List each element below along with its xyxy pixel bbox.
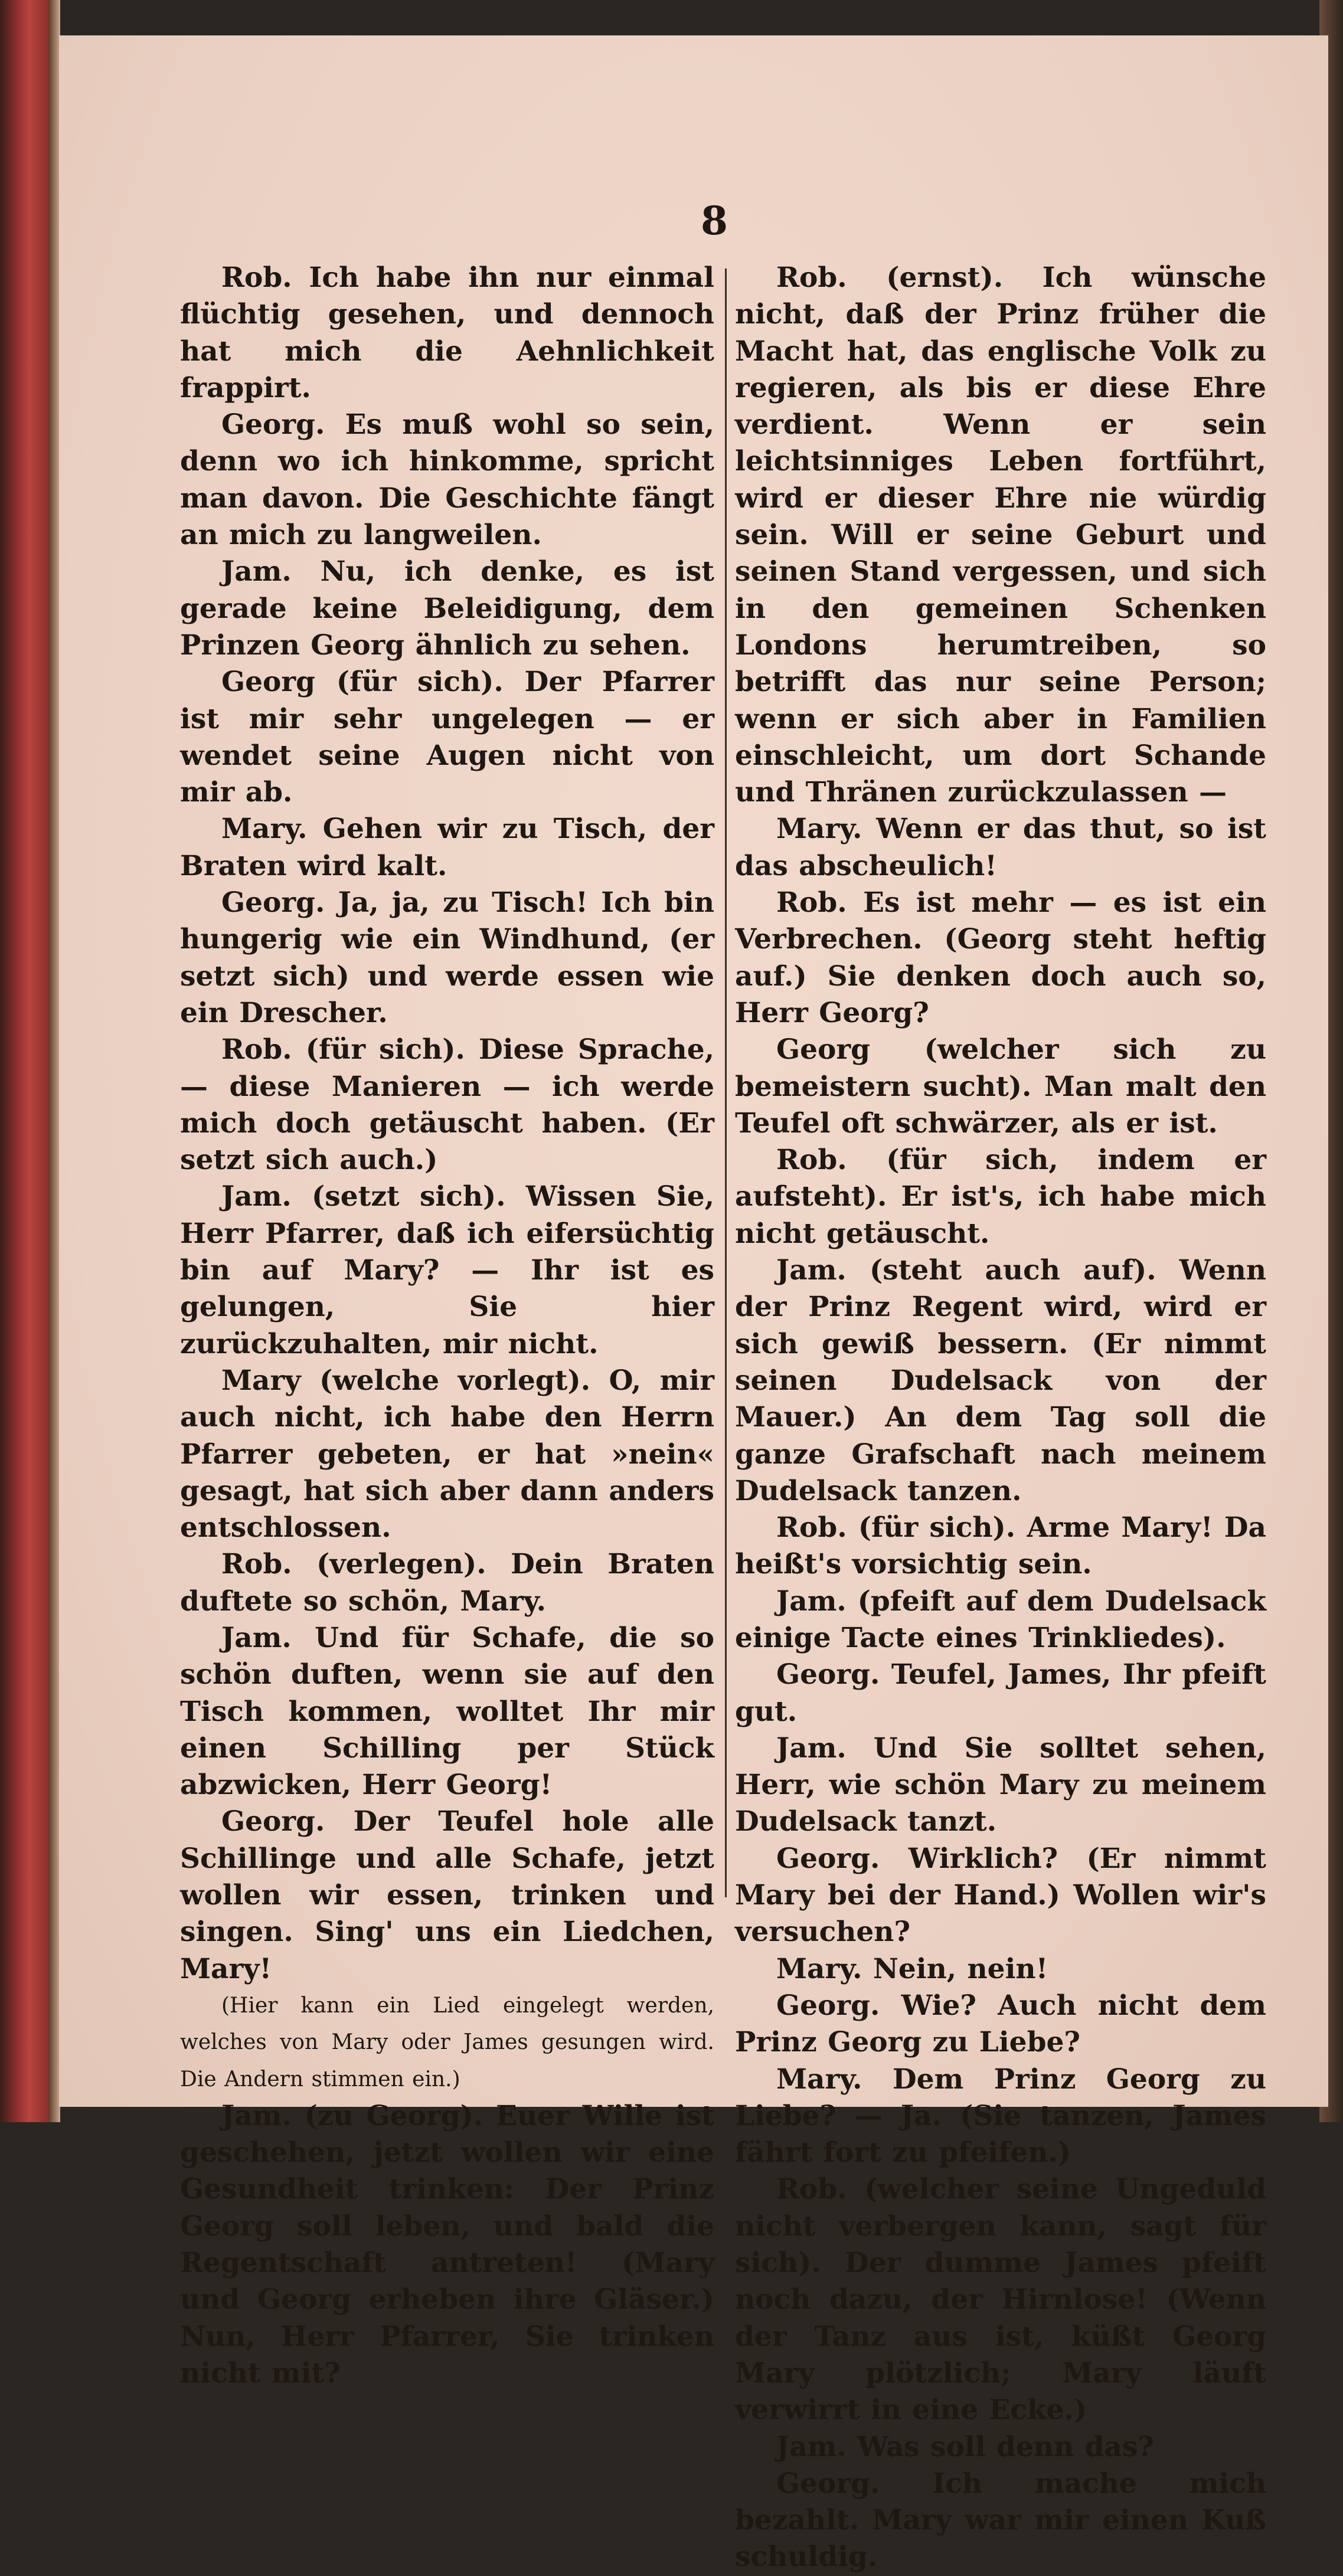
paragraph: Rob. (verlegen). Dein Braten duftete so schön, Mary. [180, 1548, 714, 1618]
paragraph: Jam. Nu, ich denke, es ist gerade keine Beleidigung, dem Prinzen Georg ähnlich zu sehen. [180, 555, 714, 662]
paragraph: Jam. (zu Georg). Euer Wille ist geschehen, jetzt wollen wir eine Gesundheit trinken: Der Prinz Georg soll leben, und bald die Regentschaft antreten! (Mary und Georg erheben ihre Gläser.) Nun, Herr Pfarrer, Sie trinken nicht mit? [180, 2099, 714, 2390]
paragraph: Georg. Teufel, James, Ihr pfeift gut. [735, 1658, 1266, 1728]
paragraph: Rob. (welcher seine Ungeduld nicht verbergen kann, sagt für sich). Der dumme James pfeift noch dazu, der Hirnlose! (Wenn der Tanz aus ist, küßt Georg Mary plötzlich; Mary läuft verwirrt in eine Ecke.) [735, 2173, 1266, 2427]
paragraph: Rob. (für sich, indem er aufsteht). Er ist's, ich habe mich nicht getäuscht. [735, 1144, 1266, 1250]
paragraph: Mary. Nein, nein! [776, 1952, 1048, 1985]
stage-direction: (Hier kann ein Lied eingelegt werden, welches von Mary oder James gesungen wird. Die Andern stimmen ein.) [180, 1993, 714, 2091]
paragraph: Georg. Es muß wohl so sein, denn wo ich hinkomme, spricht man davon. Die Geschichte fängt an mich zu langweilen. [180, 408, 714, 552]
paragraph: Rob. (für sich). Diese Sprache, — diese Manieren — ich werde mich doch getäuscht haben. (Er setzt sich auch.) [180, 1033, 714, 1177]
paragraph: Jam. Was soll denn das? [776, 2430, 1154, 2463]
paragraph: Mary (welche vorlegt). O, mir auch nicht, ich habe den Herrn Pfarrer gebeten, er hat »nein« gesagt, hat sich aber dann anders entschlossen. [180, 1364, 714, 1544]
paragraph: Rob. Es ist mehr — es ist ein Verbrechen. (Georg steht heftig auf.) Sie denken doch auch so, Herr Georg? [735, 886, 1266, 1029]
page-number: 8 [701, 198, 728, 244]
paragraph: Georg. Ja, ja, zu Tisch! Ich bin hungerig wie ein Windhund, (er setzt sich) und werde essen wie ein Drescher. [180, 886, 714, 1029]
paragraph: Mary. Dem Prinz Georg zu Liebe? — Ja. (Sie tanzen, James fährt fort zu pfeifen.) [735, 2063, 1266, 2169]
paragraph: Rob. (für sich). Arme Mary! Da heißt's vorsichtig sein. [735, 1511, 1266, 1581]
left-column [180, 260, 714, 2392]
paragraph: Rob. Ich habe ihn nur einmal flüchtig gesehen, und dennoch hat mich die Aehnlichkeit frappirt. [180, 261, 714, 404]
right-column [735, 260, 1266, 2576]
paragraph: Jam. Und Sie solltet sehen, Herr, wie schön Mary zu meinem Dudelsack tanzt. [735, 1731, 1266, 1838]
paragraph: Jam. (steht auch auf). Wenn der Prinz Regent wird, wird er sich gewiß bessern. (Er nimmt seinen Dudelsack von der Mauer.) An dem Tag soll die ganze Grafschaft nach meinem Dudelsack tanzen. [735, 1254, 1266, 1507]
paragraph: Jam. Und für Schafe, die so schön duften, wenn sie auf den Tisch kommen, wolltet Ihr mir einen Schilling per Stück abzwicken, Herr Georg! [180, 1621, 714, 1802]
book-spine-edge [0, 0, 48, 2122]
paragraph: Georg. Wie? Auch nicht dem Prinz Georg zu Liebe? [735, 1989, 1266, 2059]
column-divider [725, 269, 727, 1897]
paragraph: Georg. Der Teufel hole alle Schillinge und alle Schafe, jetzt wollen wir essen, trinken und singen. Sing' uns ein Liedchen, Mary! [180, 1805, 714, 1985]
paragraph: Jam. (pfeift auf dem Dudelsack einige Tacte eines Trinkliedes). [735, 1585, 1266, 1654]
paragraph: Mary. Gehen wir zu Tisch, der Braten wird kalt. [180, 813, 714, 882]
book-gutter [48, 0, 60, 2122]
paragraph: Georg. Wirklich? (Er nimmt Mary bei der Hand.) Wollen wir's versuchen? [735, 1842, 1266, 1949]
paragraph: Rob. (ernst). Ich wünsche nicht, daß der Prinz früher die Macht hat, das englische Volk zu regieren, als bis er diese Ehre verdient. Wenn er sein leichtsinniges Leben fortführt, wird er dieser Ehre nie würdig sein. Will er seine Geburt und seinen Stand vergessen, und sich in den gemeinen Schenken Londons herumtreiben, so betrifft das nur seine Person; wenn er sich aber in Familien einschleicht, um dort Schande und Thränen zurückzulassen — [735, 261, 1266, 809]
paragraph: Georg (welcher sich zu bemeistern sucht). Man malt den Teufel oft schwärzer, als er ist. [735, 1033, 1266, 1140]
paragraph: Georg. Ich mache mich bezahlt. Mary war mir einen Kuß schuldig. [735, 2467, 1266, 2574]
paragraph: Jam. (setzt sich). Wissen Sie, Herr Pfarrer, daß ich eifersüchtig bin auf Mary? — Ihr ist es gelungen, Sie hier zurückzuhalten, mir nicht. [180, 1180, 714, 1360]
paragraph: Georg (für sich). Der Pfarrer ist mir sehr ungelegen — er wendet seine Augen nicht von mir ab. [180, 666, 714, 809]
paragraph: Mary. Wenn er das thut, so ist das abscheulich! [735, 813, 1266, 882]
